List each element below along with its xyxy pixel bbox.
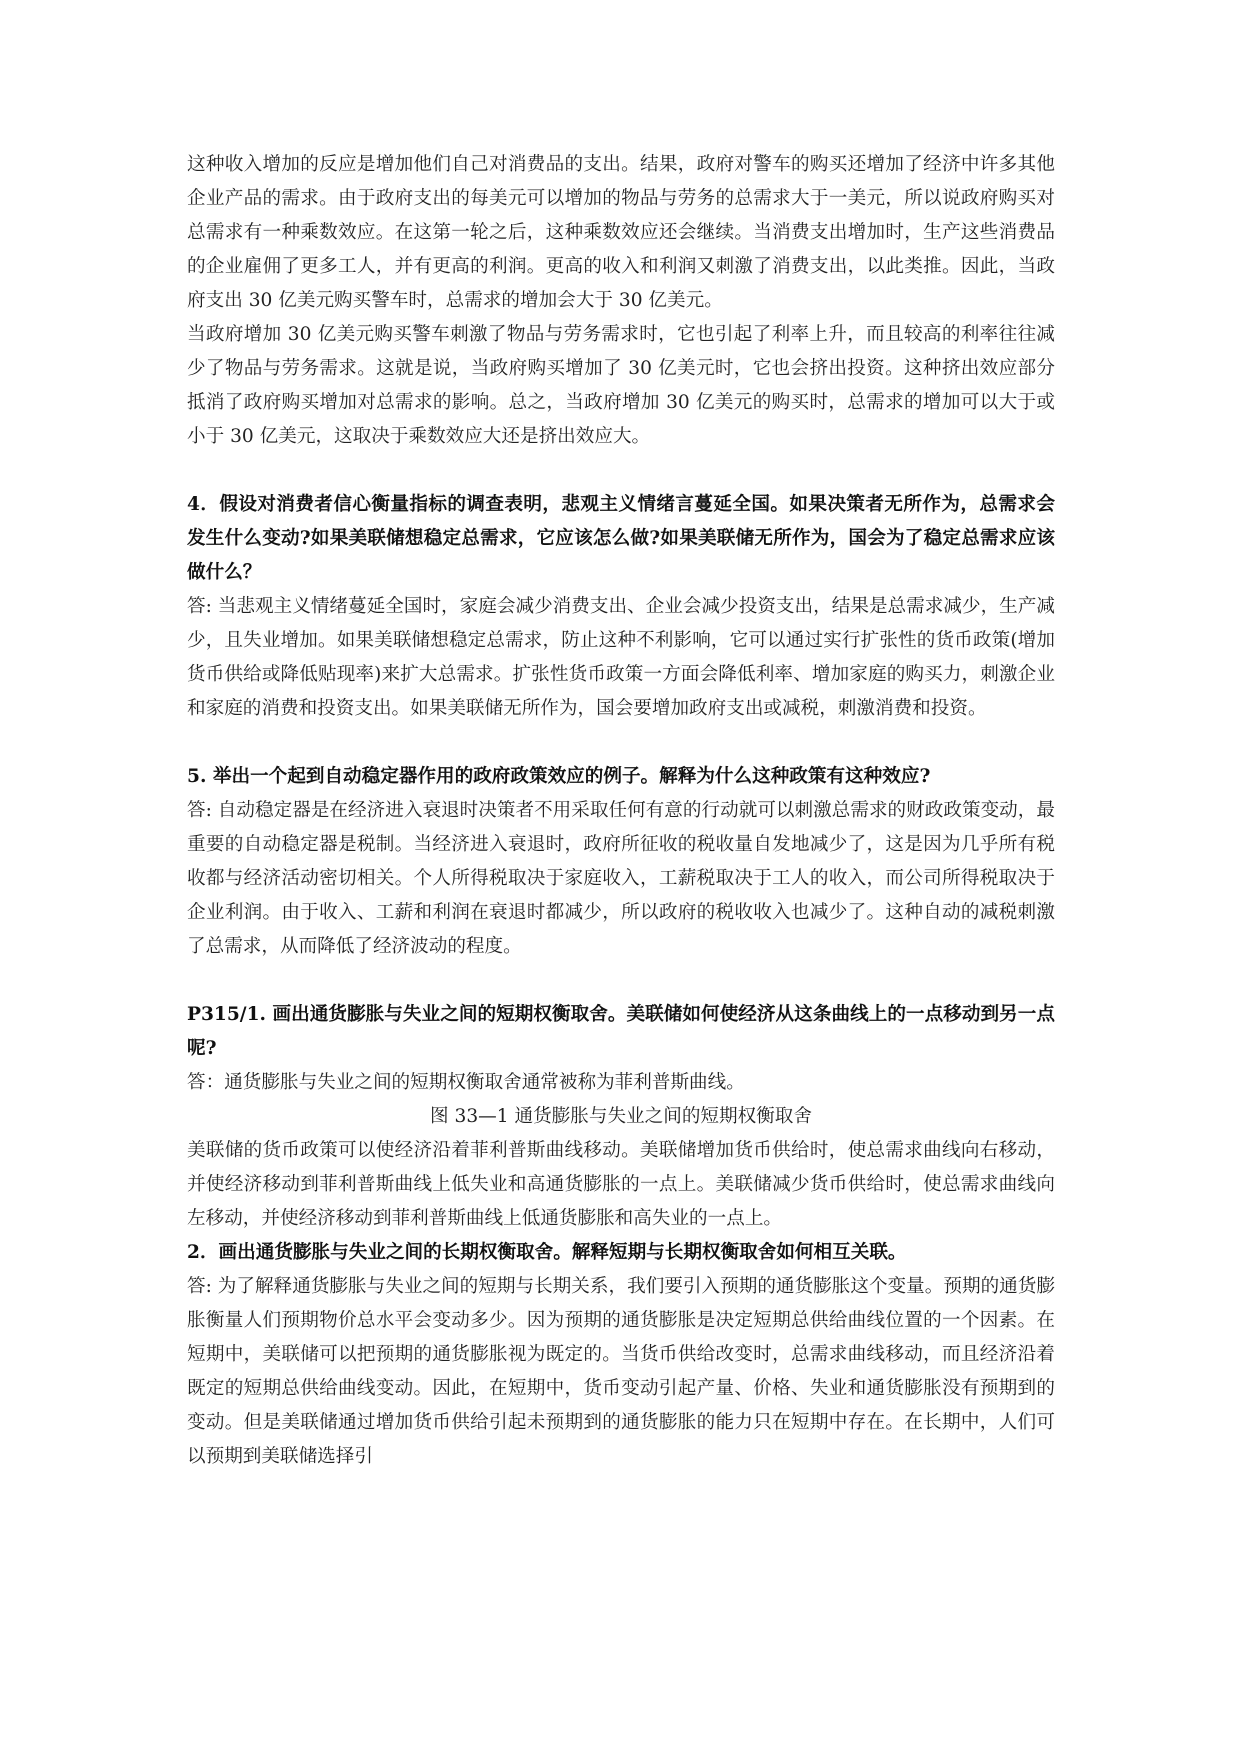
spacer <box>187 964 1055 998</box>
answer-p315-1-body: 美联储的货币政策可以使经济沿着菲利普斯曲线移动。美联储增加货币供给时，使总需求曲线向右移动，并使经济移动到菲利普斯曲线上低失业和高通货膨胀的一点上。美联储减少货币供给时，使总需求曲线向左移动，并使经济移动到菲利普斯曲线上低通货膨胀和高失业的一点上。 <box>187 1140 1055 1229</box>
question-p315-1: P315/1. 画出通货膨胀与失业之间的短期权衡取舍。美联储如何使经济从这条曲线上的一点移动到另一点呢? <box>187 1004 1055 1059</box>
spacer <box>187 454 1055 488</box>
question-4: 4．假设对消费者信心衡量指标的调查表明，悲观主义情绪言蔓延全国。如果决策者无所作为，总需求会发生什么变动?如果美联储想稳定总需求，它应该怎么做?如果美联储无所作为，国会为了稳定总需求应该做什么？ <box>187 494 1055 583</box>
question-2: 2．画出通货膨胀与失业之间的长期权衡取舍。解释短期与长期权衡取舍如何相互关联。 <box>187 1242 907 1263</box>
document-page <box>187 148 1055 1474</box>
spacer <box>187 726 1055 760</box>
answer-p315-1-intro: 答：通货膨胀与失业之间的短期权衡取舍通常被称为菲利普斯曲线。 <box>187 1072 745 1093</box>
figure-caption: 图 33—1 通货膨胀与失业之间的短期权衡取舍 <box>430 1106 812 1127</box>
answer-5: 答: 自动稳定器是在经济进入衰退时决策者不用采取任何有意的行动就可以刺激总需求的财政政策变动，最重要的自动稳定器是税制。当经济进入衰退时，政府所征收的税收量自发地减少了，这是因为几乎所有税收都与经济活动密切相关。个人所得税取决于家庭收入，工薪税取决于工人的收入，而公司所得税取决于企业利润。由于收入、工薪和利润在衰退时都减少，所以政府的税收收入也减少了。这种自动的减税刺激了总需求，从而降低了经济波动的程度。 <box>187 800 1055 957</box>
paragraph-crowding-out: 当政府增加 30 亿美元购买警车刺激了物品与劳务需求时，它也引起了利率上升，而且较高的利率往往减少了物品与劳务需求。这就是说，当政府购买增加了 30 亿美元时，它也会挤出投资。这种挤出效应部分抵消了政府购买增加对总需求的影响。总之，当政府增加 30 亿美元的购买时，总需求的增加可以大于或小于 30 亿美元，这取决于乘数效应大还是挤出效应大。 <box>187 324 1055 447</box>
paragraph-multiplier-effect: 这种收入增加的反应是增加他们自己对消费品的支出。结果，政府对警车的购买还增加了经济中许多其他企业产品的需求。由于政府支出的每美元可以增加的物品与劳务的总需求大于一美元，所以说政府购买对总需求有一种乘数效应。在这第一轮之后，这种乘数效应还会继续。当消费支出增加时，生产这些消费品的企业雇佣了更多工人，并有更高的利润。更高的收入和利润又刺激了消费支出，以此类推。因此，当政府支出 30 亿美元购买警车时，总需求的增加会大于 30 亿美元。 <box>187 154 1055 311</box>
answer-4: 答: 当悲观主义情绪蔓延全国时，家庭会减少消费支出、企业会减少投资支出，结果是总需求减少，生产减少，且失业增加。如果美联储想稳定总需求，防止这种不利影响，它可以通过实行扩张性的货币政策(增加货币供给或降低贴现率)来扩大总需求。扩张性货币政策一方面会降低利率、增加家庭的购买力，刺激企业和家庭的消费和投资支出。如果美联储无所作为，国会要增加政府支出或减税，刺激消费和投资。 <box>187 596 1055 719</box>
answer-2: 答: 为了解释通货膨胀与失业之间的短期与长期关系，我们要引入预期的通货膨胀这个变量。预期的通货膨胀衡量人们预期物价总水平会变动多少。因为预期的通货膨胀是决定短期总供给曲线位置的一个因素。在短期中，美联储可以把预期的通货膨胀视为既定的。当货币供给改变时，总需求曲线移动，而且经济沿着既定的短期总供给曲线变动。因此，在短期中，货币变动引起产量、价格、失业和通货膨胀没有预期到的变动。但是美联储通过增加货币供给引起未预期到的通货膨胀的能力只在短期中存在。在长期中，人们可以预期到美联储选择引 <box>187 1276 1055 1467</box>
question-5: 5. 举出一个起到自动稳定器作用的政府政策效应的例子。解释为什么这种政策有这种效应? <box>187 766 931 787</box>
